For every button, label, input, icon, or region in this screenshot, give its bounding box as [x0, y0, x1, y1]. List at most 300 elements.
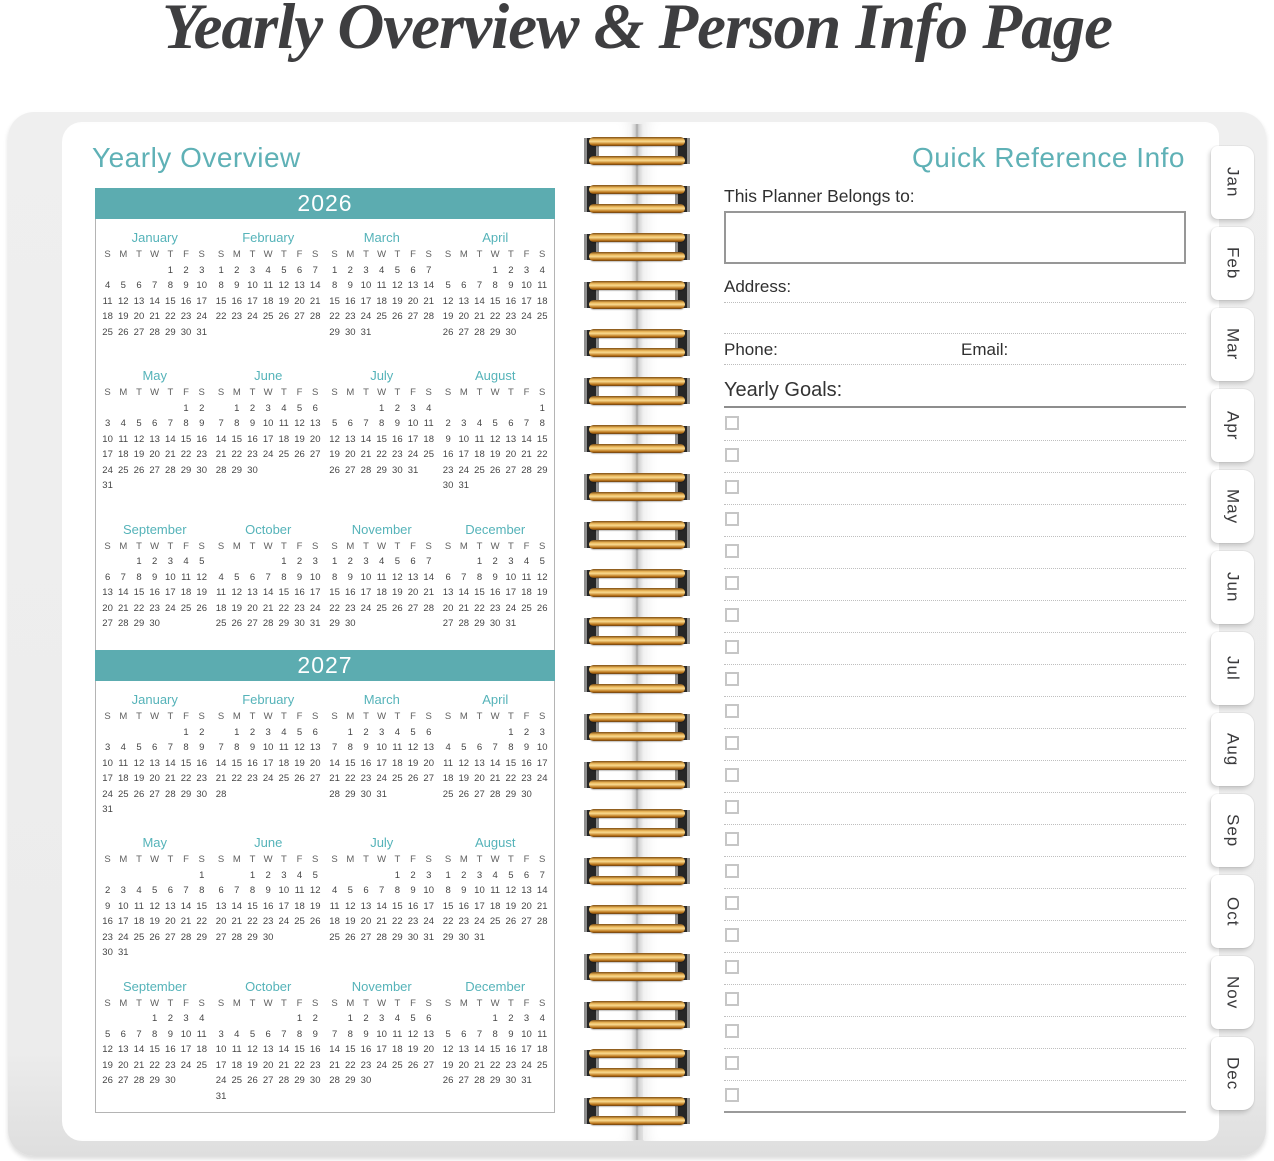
day-cell: 26: [505, 916, 517, 928]
weekday-label: T: [167, 997, 174, 1009]
day-cell: [390, 325, 406, 341]
day-cell: 1: [331, 264, 338, 276]
day-cell: 6: [426, 726, 432, 738]
day-cell: 12: [231, 587, 243, 599]
day-cell: 12: [294, 742, 305, 753]
weekday-label: M: [346, 711, 355, 722]
day-cell: 23: [407, 916, 419, 928]
day-cell: [115, 401, 131, 417]
weekday-header-row: [327, 996, 437, 1012]
day-cell: 17: [505, 587, 517, 599]
week-row: [440, 740, 550, 756]
month-name: September: [122, 521, 187, 537]
day-cell: 3: [249, 264, 256, 276]
phone-email-line: [724, 364, 1186, 365]
week-row: [327, 278, 437, 294]
weekday-label: F: [523, 711, 530, 722]
day-cell: 10: [505, 571, 517, 583]
goal-row: [724, 921, 1186, 953]
day-cell: 8: [281, 571, 287, 583]
day-cell: 25: [133, 931, 145, 943]
day-cell: 18: [536, 295, 548, 307]
goal-checkbox[interactable]: [725, 928, 739, 942]
week-row: [100, 478, 210, 494]
day-cell: 28: [133, 1075, 145, 1087]
coil-wire: [589, 732, 685, 741]
weekday-label: F: [183, 540, 189, 552]
weekday-label: S: [425, 711, 432, 722]
day-cell: 4: [136, 885, 142, 897]
day-cell: 5: [492, 418, 498, 430]
goal-checkbox[interactable]: [725, 448, 739, 462]
day-cell: 7: [363, 418, 369, 430]
day-cell: 20: [215, 916, 227, 928]
day-cell: 20: [149, 773, 160, 784]
day-cell: 30: [392, 464, 403, 476]
day-cell: 8: [183, 418, 189, 430]
spiral-coil: [584, 760, 690, 790]
day-cell: 1: [492, 264, 498, 276]
day-cell: 17: [278, 900, 290, 912]
day-cell: 28: [536, 916, 548, 928]
day-cell: 20: [442, 602, 454, 614]
day-cell: 25: [231, 1075, 243, 1087]
day-cell: 6: [104, 571, 111, 583]
day-cell: 28: [423, 311, 434, 322]
goal-checkbox[interactable]: [725, 704, 739, 718]
coil-wire: [589, 780, 685, 789]
day-cell: 8: [394, 885, 400, 897]
weekday-label: M: [459, 249, 468, 260]
day-cell: 10: [521, 280, 532, 291]
day-cell: 21: [165, 449, 176, 461]
day-cell: 10: [180, 1028, 192, 1040]
goal-checkbox[interactable]: [725, 544, 739, 558]
day-cell: 27: [102, 618, 113, 630]
day-cell: 28: [231, 931, 243, 943]
month-name: February: [242, 230, 295, 245]
day-cell: 24: [360, 311, 372, 322]
day-cell: 16: [360, 757, 372, 769]
goal-row: [724, 473, 1186, 505]
day-cell: 4: [426, 402, 432, 414]
day-cell: 20: [262, 1059, 274, 1071]
day-cell: 5: [120, 280, 126, 291]
week-row: [100, 432, 210, 448]
weekday-label: T: [507, 997, 514, 1009]
goal-checkbox[interactable]: [725, 608, 739, 622]
day-cell: 22: [392, 916, 403, 928]
month-name: July: [370, 835, 394, 851]
day-cell: 16: [247, 757, 258, 769]
day-cell: [519, 478, 535, 494]
day-cell: 1: [234, 726, 240, 738]
day-cell: 21: [474, 311, 485, 322]
tab-mar[interactable]: Mar: [1211, 308, 1254, 381]
weekday-label: S: [539, 711, 546, 722]
goal-checkbox[interactable]: [725, 960, 739, 974]
goal-checkbox[interactable]: [725, 416, 739, 430]
tab-may[interactable]: May: [1211, 470, 1254, 543]
day-cell: [131, 1011, 147, 1027]
week-row: [327, 756, 437, 772]
tab-apr[interactable]: Apr: [1211, 389, 1254, 462]
day-cell: 23: [247, 449, 258, 461]
weekday-label: T: [136, 711, 142, 722]
week-row: [213, 883, 323, 899]
day-cell: [519, 930, 535, 946]
week-row: [100, 325, 210, 341]
goal-checkbox[interactable]: [725, 640, 739, 654]
day-cell: 1: [152, 1013, 158, 1025]
week-row: [440, 1058, 550, 1074]
week-row: [213, 930, 323, 946]
day-cell: 30: [407, 931, 419, 943]
weekday-label: F: [296, 540, 303, 552]
day-cell: 7: [476, 1028, 483, 1040]
day-cell: 18: [102, 311, 113, 322]
week-row: [213, 1089, 323, 1105]
week-row: [327, 899, 437, 915]
tab-feb[interactable]: Feb: [1211, 227, 1254, 300]
day-cell: 16: [309, 1044, 321, 1056]
week-row: [327, 294, 437, 310]
day-cell: [131, 263, 147, 279]
day-cell: 1: [218, 264, 224, 276]
day-cell: 3: [461, 418, 467, 430]
week-row: [100, 787, 210, 803]
week-row: [327, 740, 437, 756]
month-name: April: [482, 692, 509, 707]
weekday-label: T: [394, 249, 401, 260]
week-row: [440, 1073, 550, 1089]
day-cell: 12: [329, 433, 340, 445]
weekday-header-row: [213, 247, 323, 263]
week-row: [100, 616, 210, 632]
coil-wire: [589, 972, 685, 981]
day-cell: 5: [445, 280, 451, 291]
goal-row: [724, 1017, 1186, 1049]
month-february-2027: [213, 690, 323, 821]
day-cell: 15: [344, 757, 356, 769]
day-cell: [405, 1073, 421, 1089]
day-cell: 6: [347, 418, 353, 430]
day-cell: 11: [537, 1028, 548, 1040]
tab-jan[interactable]: Jan: [1211, 146, 1254, 219]
day-cell: 16: [196, 433, 207, 445]
goal-checkbox[interactable]: [725, 896, 739, 910]
day-cell: 11: [423, 418, 434, 430]
day-cell: 26: [392, 311, 403, 322]
day-cell: [276, 463, 292, 479]
day-cell: [456, 554, 472, 570]
weekday-label: S: [331, 249, 338, 260]
day-cell: 28: [117, 618, 129, 630]
weekday-label: W: [377, 249, 387, 260]
week-row: [440, 787, 550, 803]
day-cell: 30: [196, 788, 207, 800]
weekday-label: S: [331, 540, 338, 552]
weekday-header-row: [213, 996, 323, 1012]
day-cell: 30: [196, 464, 207, 476]
month-name: October: [245, 978, 292, 994]
spiral-coil: [584, 808, 690, 838]
weekday-label: T: [507, 711, 514, 722]
week-row: [100, 278, 210, 294]
day-cell: [131, 725, 147, 741]
day-cell: 28: [376, 931, 387, 943]
tab-jul[interactable]: Jul: [1211, 632, 1254, 705]
week-row: [327, 787, 437, 803]
weekday-label: S: [331, 854, 338, 866]
goal-checkbox[interactable]: [725, 800, 739, 814]
day-cell: 28: [521, 464, 532, 476]
day-cell: 20: [423, 1044, 434, 1056]
day-cell: [276, 787, 292, 803]
day-cell: 24: [423, 916, 434, 928]
day-cell: 26: [278, 311, 290, 322]
day-cell: 7: [476, 280, 483, 291]
weekday-label: W: [150, 249, 160, 260]
coil-wire: [589, 156, 685, 165]
day-cell: 25: [536, 311, 548, 322]
day-cell: [194, 616, 210, 632]
tab-aug[interactable]: Aug: [1211, 713, 1254, 786]
weekday-header-row: [213, 852, 323, 868]
coil-wire: [589, 425, 685, 434]
month-name: December: [465, 521, 526, 537]
yearly-overview-heading: Yearly Overview: [92, 142, 301, 173]
tab-jun[interactable]: Jun: [1211, 551, 1254, 624]
week-row: [100, 899, 210, 915]
week-row: [100, 463, 210, 479]
day-cell: 10: [423, 885, 434, 897]
month-august-2026: [440, 366, 550, 508]
day-cell: [307, 1089, 323, 1105]
tab-nov[interactable]: Nov: [1211, 956, 1254, 1029]
goal-checkbox[interactable]: [725, 992, 739, 1006]
tab-oct[interactable]: Oct: [1211, 875, 1254, 948]
day-cell: 14: [278, 1044, 290, 1056]
day-cell: [405, 325, 421, 341]
day-cell: 4: [379, 556, 385, 568]
day-cell: 14: [474, 295, 485, 307]
day-cell: 25: [329, 931, 340, 943]
day-cell: 21: [180, 916, 192, 928]
day-cell: 2: [249, 402, 256, 414]
day-cell: 12: [407, 742, 419, 753]
weekday-label: W: [150, 854, 160, 866]
goal-row: [724, 985, 1186, 1017]
day-cell: 12: [442, 295, 454, 307]
day-cell: [487, 725, 503, 741]
day-cell: 4: [296, 869, 303, 881]
day-cell: 3: [120, 885, 126, 897]
day-cell: 30: [344, 326, 356, 338]
coil-wire: [589, 1068, 685, 1077]
day-cell: 1: [508, 726, 514, 738]
day-cell: 1: [347, 726, 353, 738]
day-cell: 5: [445, 1028, 451, 1040]
day-cell: 23: [344, 311, 356, 322]
day-cell: [487, 478, 503, 494]
day-cell: 27: [117, 1075, 129, 1087]
week-row: [440, 930, 550, 946]
weekday-label: S: [444, 711, 452, 722]
day-cell: 22: [231, 773, 243, 784]
day-cell: 29: [489, 1075, 501, 1087]
week-row: [213, 868, 323, 884]
day-cell: 13: [521, 885, 532, 897]
goal-checkbox[interactable]: [725, 480, 739, 494]
day-cell: 2: [199, 726, 205, 738]
day-cell: 30: [180, 326, 192, 338]
day-cell: 10: [474, 885, 485, 897]
weekday-label: W: [377, 854, 387, 866]
day-cell: 18: [474, 449, 485, 461]
weekday-label: M: [459, 854, 468, 866]
tab-dec[interactable]: Dec: [1211, 1037, 1254, 1110]
week-row: [213, 1058, 323, 1074]
day-cell: 8: [199, 885, 205, 897]
day-cell: 17: [458, 449, 470, 461]
day-cell: 26: [536, 602, 548, 614]
day-cell: 11: [102, 295, 113, 307]
weekday-label: T: [476, 997, 483, 1009]
day-cell: [213, 868, 229, 884]
goal-checkbox[interactable]: [725, 1056, 739, 1070]
day-cell: 31: [196, 326, 207, 338]
day-cell: [115, 725, 131, 741]
goal-row: [724, 857, 1186, 889]
day-cell: 18: [392, 1044, 403, 1056]
goal-checkbox[interactable]: [725, 1088, 739, 1102]
day-cell: 25: [180, 602, 192, 614]
day-cell: 31: [360, 326, 372, 338]
day-cell: 10: [360, 571, 372, 583]
week-row: [100, 1058, 210, 1074]
day-cell: 5: [136, 742, 142, 753]
day-cell: 15: [215, 295, 227, 307]
week-row: [327, 883, 437, 899]
coil-wire: [589, 252, 685, 261]
day-cell: 28: [180, 931, 192, 943]
belongs-input-box[interactable]: [724, 211, 1186, 264]
coil-wire: [589, 233, 685, 242]
day-cell: 27: [360, 931, 372, 943]
day-cell: 1: [183, 726, 189, 738]
week-row: [100, 1027, 210, 1043]
goal-row: [724, 761, 1186, 793]
week-row: [100, 1073, 210, 1089]
weekday-label: T: [363, 711, 369, 722]
day-cell: [276, 930, 292, 946]
coil-wire: [589, 588, 685, 597]
day-cell: 14: [117, 587, 129, 599]
month-name: January: [131, 230, 178, 245]
day-cell: 29: [344, 1075, 356, 1087]
day-cell: 16: [344, 587, 356, 599]
week-row: [213, 1027, 323, 1043]
weekday-label: S: [444, 854, 452, 866]
week-row: [100, 294, 210, 310]
day-cell: 20: [133, 311, 145, 322]
day-cell: 22: [536, 449, 548, 461]
day-cell: 27: [442, 618, 454, 630]
goal-checkbox[interactable]: [725, 512, 739, 526]
day-cell: 20: [165, 916, 176, 928]
day-cell: 16: [505, 295, 517, 307]
day-cell: 23: [149, 602, 160, 614]
day-cell: 25: [102, 326, 113, 338]
month-name: November: [351, 521, 412, 537]
goal-checkbox[interactable]: [725, 832, 739, 846]
goal-checkbox[interactable]: [725, 864, 739, 878]
weekday-label: W: [263, 249, 273, 260]
tab-sep[interactable]: Sep: [1211, 794, 1254, 867]
day-cell: 13: [407, 280, 419, 291]
day-cell: [178, 802, 194, 818]
weekday-label: F: [183, 854, 189, 866]
weekday-label: T: [476, 249, 483, 260]
week-row: [327, 585, 437, 601]
goal-checkbox[interactable]: [725, 768, 739, 782]
day-cell: 18: [215, 602, 227, 614]
weekday-label: W: [490, 711, 500, 722]
day-cell: 30: [360, 1075, 372, 1087]
day-cell: [163, 401, 179, 417]
week-row: [440, 447, 550, 463]
day-cell: [131, 401, 147, 417]
goal-checkbox[interactable]: [725, 672, 739, 686]
weekday-label: W: [150, 997, 160, 1009]
weekday-label: W: [377, 540, 387, 552]
day-cell: 4: [183, 556, 189, 568]
weekday-label: M: [119, 540, 128, 552]
weekday-label: W: [490, 387, 500, 399]
weekday-label: M: [346, 540, 355, 552]
day-cell: [213, 725, 229, 741]
day-cell: 30: [521, 788, 532, 800]
day-cell: 24: [165, 602, 176, 614]
goal-checkbox[interactable]: [725, 1024, 739, 1038]
month-name: August: [475, 835, 516, 851]
day-cell: 23: [309, 1059, 321, 1071]
day-cell: 17: [247, 295, 258, 307]
week-row: [100, 740, 210, 756]
day-cell: 5: [410, 726, 416, 738]
day-cell: [163, 478, 179, 494]
day-cell: 12: [247, 1044, 258, 1056]
day-cell: 9: [347, 280, 353, 291]
day-cell: [374, 325, 390, 341]
day-cell: 17: [102, 773, 113, 784]
day-cell: 26: [489, 464, 501, 476]
day-cell: 25: [215, 618, 227, 630]
day-cell: 19: [407, 757, 419, 769]
weekday-label: T: [476, 387, 483, 399]
week-row: [440, 263, 550, 279]
day-cell: 6: [136, 280, 142, 291]
goal-checkbox[interactable]: [725, 736, 739, 750]
weekday-label: T: [507, 540, 514, 552]
day-cell: 2: [183, 264, 189, 276]
day-cell: 2: [167, 1013, 173, 1025]
day-cell: 9: [249, 742, 256, 753]
day-cell: 22: [149, 1059, 160, 1071]
day-cell: 12: [278, 280, 290, 291]
goal-checkbox[interactable]: [725, 576, 739, 590]
